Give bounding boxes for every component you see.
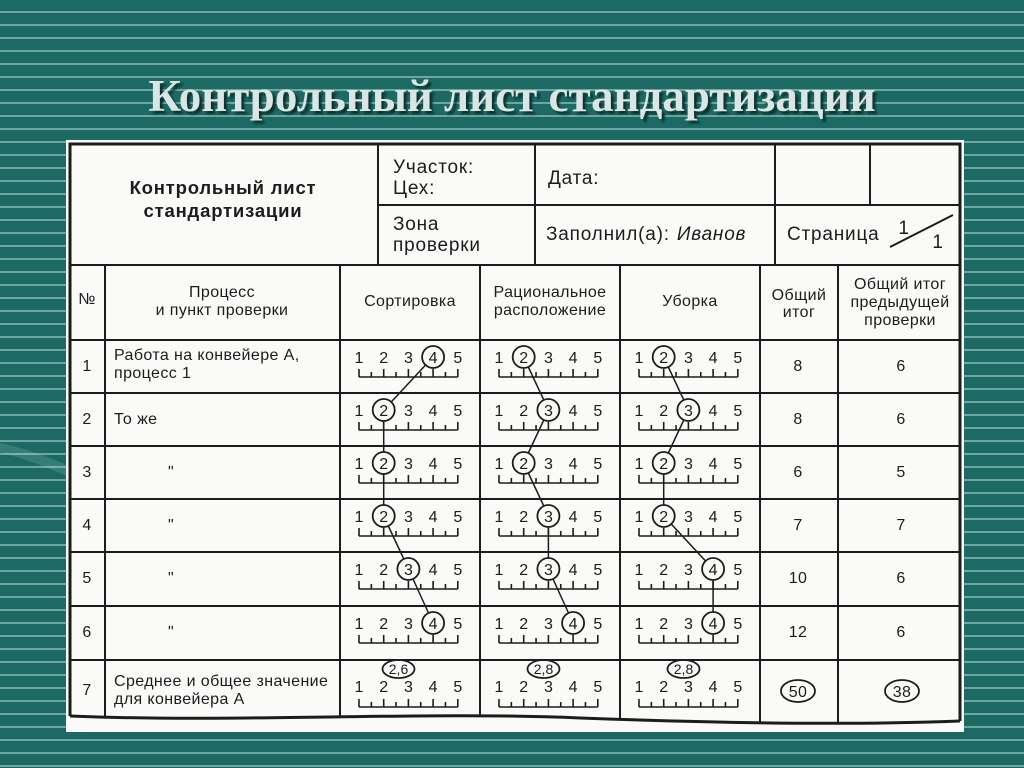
zone-label-line1: Зона [393, 214, 440, 235]
col-header-total-line2: итог [782, 304, 816, 321]
scale-label-5: 5 [733, 509, 743, 526]
col-header-cleaning: Уборка [662, 293, 718, 310]
ditto-mark: " [168, 570, 175, 587]
summary-total: 50 [788, 684, 808, 701]
scale-label-2: 2 [659, 616, 669, 633]
cleaning-average-value: 2,8 [673, 661, 694, 677]
row-total: 7 [793, 517, 803, 534]
scale-label-2: 2 [379, 456, 389, 473]
scale-label-4: 4 [568, 456, 578, 473]
row-number: 1 [82, 358, 92, 375]
scale-label-4: 4 [428, 616, 438, 633]
scale-label-3: 3 [403, 562, 413, 579]
row-previous-total: 5 [896, 464, 906, 481]
scale-label-3: 3 [403, 456, 413, 473]
scale-label-1: 1 [634, 456, 644, 473]
scale-label-4: 4 [428, 562, 438, 579]
scale-label-1: 1 [354, 456, 364, 473]
process-name: То же [114, 411, 158, 428]
scale-label-3: 3 [403, 616, 413, 633]
scale-label-2: 2 [659, 350, 669, 367]
scale-label-1: 1 [634, 562, 644, 579]
scale-label-5: 5 [733, 679, 743, 696]
scale-label-2: 2 [659, 456, 669, 473]
scale-label-4: 4 [708, 350, 718, 367]
scale-label-2: 2 [379, 403, 389, 420]
scale-label-5: 5 [453, 679, 463, 696]
page-current: 1 [898, 218, 910, 239]
page-total: 1 [932, 232, 944, 253]
process-name: Работа на конвейере А, [114, 347, 300, 364]
scale-label-2: 2 [519, 403, 529, 420]
scale-label-5: 5 [733, 616, 743, 633]
scale-label-1: 1 [494, 616, 504, 633]
scale-label-2: 2 [379, 350, 389, 367]
scale-label-5: 5 [453, 562, 463, 579]
scale-label-3: 3 [403, 350, 413, 367]
col-header-process-line2: и пункт проверки [155, 302, 289, 319]
summary-previous-total: 38 [892, 684, 912, 701]
scale-label-4: 4 [568, 562, 578, 579]
shop-label: Цех: [393, 178, 436, 199]
filled-by-field [546, 224, 746, 245]
row-number: 7 [82, 682, 92, 699]
scale-label-5: 5 [733, 456, 743, 473]
scale-label-2: 2 [519, 679, 529, 696]
scale-label-1: 1 [354, 403, 364, 420]
scale-label-2: 2 [659, 679, 669, 696]
sorting-average-value: 2,6 [388, 661, 409, 677]
scale-label-4: 4 [708, 679, 718, 696]
scale-label-2: 2 [379, 679, 389, 696]
scale-label-1: 1 [494, 509, 504, 526]
scale-label-1: 1 [634, 679, 644, 696]
filled-by-label: Заполнил(а): [546, 224, 670, 245]
scale-label-4: 4 [708, 509, 718, 526]
scale-label-3: 3 [543, 562, 553, 579]
scale-label-5: 5 [453, 509, 463, 526]
row-previous-total: 6 [896, 624, 906, 641]
scale-label-2: 2 [659, 562, 669, 579]
col-header-arrangement-line1: Рациональное [493, 284, 607, 301]
row-number: 4 [82, 517, 92, 534]
scale-label-5: 5 [593, 616, 603, 633]
ditto-mark: " [168, 517, 175, 534]
scale-label-4: 4 [428, 679, 438, 696]
scale-label-5: 5 [733, 562, 743, 579]
row-number: 6 [82, 624, 92, 641]
scale-label-3: 3 [403, 679, 413, 696]
row-number: 5 [82, 570, 92, 587]
section-label: Участок: [393, 157, 475, 178]
scale-label-2: 2 [659, 403, 669, 420]
scale-label-4: 4 [568, 616, 578, 633]
col-header-prev-line1: Общий итог [854, 276, 946, 293]
scale-label-3: 3 [683, 509, 693, 526]
scale-label-2: 2 [519, 350, 529, 367]
page-label: Страница [787, 224, 880, 245]
scale-label-2: 2 [379, 616, 389, 633]
scale-label-4: 4 [568, 509, 578, 526]
scale-label-1: 1 [634, 350, 644, 367]
row-total: 8 [793, 358, 803, 375]
scale-label-1: 1 [634, 509, 644, 526]
scale-label-3: 3 [543, 679, 553, 696]
slide-title: Контрольный лист стандартизации [148, 71, 876, 121]
row-total: 8 [793, 411, 803, 428]
scale-label-1: 1 [634, 616, 644, 633]
summary-process-name: для конвейера А [114, 691, 245, 708]
scale-label-1: 1 [634, 403, 644, 420]
scale-label-5: 5 [733, 403, 743, 420]
scale-label-1: 1 [354, 350, 364, 367]
scale-label-3: 3 [683, 679, 693, 696]
scale-label-3: 3 [683, 562, 693, 579]
row-total: 12 [788, 624, 808, 641]
scale-label-5: 5 [453, 456, 463, 473]
scale-label-1: 1 [494, 350, 504, 367]
col-header-sorting: Сортировка [364, 293, 456, 310]
scale-label-4: 4 [428, 403, 438, 420]
row-total: 6 [793, 464, 803, 481]
scale-label-2: 2 [659, 509, 669, 526]
scale-label-4: 4 [428, 350, 438, 367]
col-header-prev-line2: предыдущей [850, 294, 950, 311]
scale-label-4: 4 [568, 350, 578, 367]
scale-label-3: 3 [683, 403, 693, 420]
form-heading-line2: стандартизации [143, 200, 303, 221]
form-heading-line1: Контрольный лист [129, 177, 317, 198]
row-number: 3 [82, 464, 92, 481]
scale-label-1: 1 [494, 403, 504, 420]
scale-label-4: 4 [428, 456, 438, 473]
zone-label-line2: проверки [393, 235, 481, 256]
scale-label-3: 3 [403, 509, 413, 526]
scale-label-5: 5 [593, 403, 603, 420]
scale-label-4: 4 [568, 403, 578, 420]
scale-label-2: 2 [379, 562, 389, 579]
col-header-number: № [78, 291, 96, 308]
process-name: процесс 1 [114, 365, 192, 382]
scale-label-1: 1 [354, 679, 364, 696]
filled-by-name: Иванов [676, 224, 747, 245]
scale-label-2: 2 [519, 616, 529, 633]
scale-label-1: 1 [354, 509, 364, 526]
scale-label-1: 1 [494, 562, 504, 579]
scale-label-5: 5 [593, 679, 603, 696]
scale-label-3: 3 [543, 509, 553, 526]
scale-label-3: 3 [403, 403, 413, 420]
scale-label-4: 4 [708, 616, 718, 633]
scale-label-3: 3 [543, 456, 553, 473]
scale-label-3: 3 [543, 403, 553, 420]
col-header-process-line1: Процесс [189, 284, 255, 301]
scale-label-2: 2 [519, 562, 529, 579]
row-previous-total: 6 [896, 358, 906, 375]
scale-label-1: 1 [494, 456, 504, 473]
scale-label-4: 4 [428, 509, 438, 526]
scale-label-5: 5 [593, 456, 603, 473]
scale-label-2: 2 [519, 456, 529, 473]
row-number: 2 [82, 411, 92, 428]
col-header-arrangement-line2: расположение [493, 302, 607, 319]
scale-label-1: 1 [494, 679, 504, 696]
scale-label-2: 2 [379, 509, 389, 526]
row-previous-total: 6 [896, 570, 906, 587]
row-previous-total: 7 [896, 517, 906, 534]
scale-label-5: 5 [453, 616, 463, 633]
scale-label-5: 5 [593, 509, 603, 526]
col-header-prev-line3: проверки [864, 312, 936, 329]
scale-label-4: 4 [708, 403, 718, 420]
scale-label-5: 5 [593, 350, 603, 367]
scale-label-5: 5 [453, 403, 463, 420]
scale-label-3: 3 [683, 350, 693, 367]
arrangement-average-value: 2,8 [533, 661, 554, 677]
scale-label-1: 1 [354, 562, 364, 579]
scale-label-3: 3 [543, 350, 553, 367]
ditto-mark: " [168, 624, 175, 641]
scale-label-3: 3 [683, 616, 693, 633]
scale-label-5: 5 [733, 350, 743, 367]
scale-label-3: 3 [543, 616, 553, 633]
row-total: 10 [788, 570, 808, 587]
scale-label-1: 1 [354, 616, 364, 633]
scale-label-4: 4 [708, 456, 718, 473]
col-header-total-line1: Общий [771, 287, 827, 304]
scale-label-5: 5 [453, 350, 463, 367]
scale-label-4: 4 [708, 562, 718, 579]
scale-label-3: 3 [683, 456, 693, 473]
summary-process-name: Среднее и общее значение [114, 673, 329, 690]
scale-label-2: 2 [519, 509, 529, 526]
date-label: Дата: [548, 168, 600, 189]
row-previous-total: 6 [896, 411, 906, 428]
scale-label-5: 5 [593, 562, 603, 579]
ditto-mark: " [168, 464, 175, 481]
scale-label-4: 4 [568, 679, 578, 696]
